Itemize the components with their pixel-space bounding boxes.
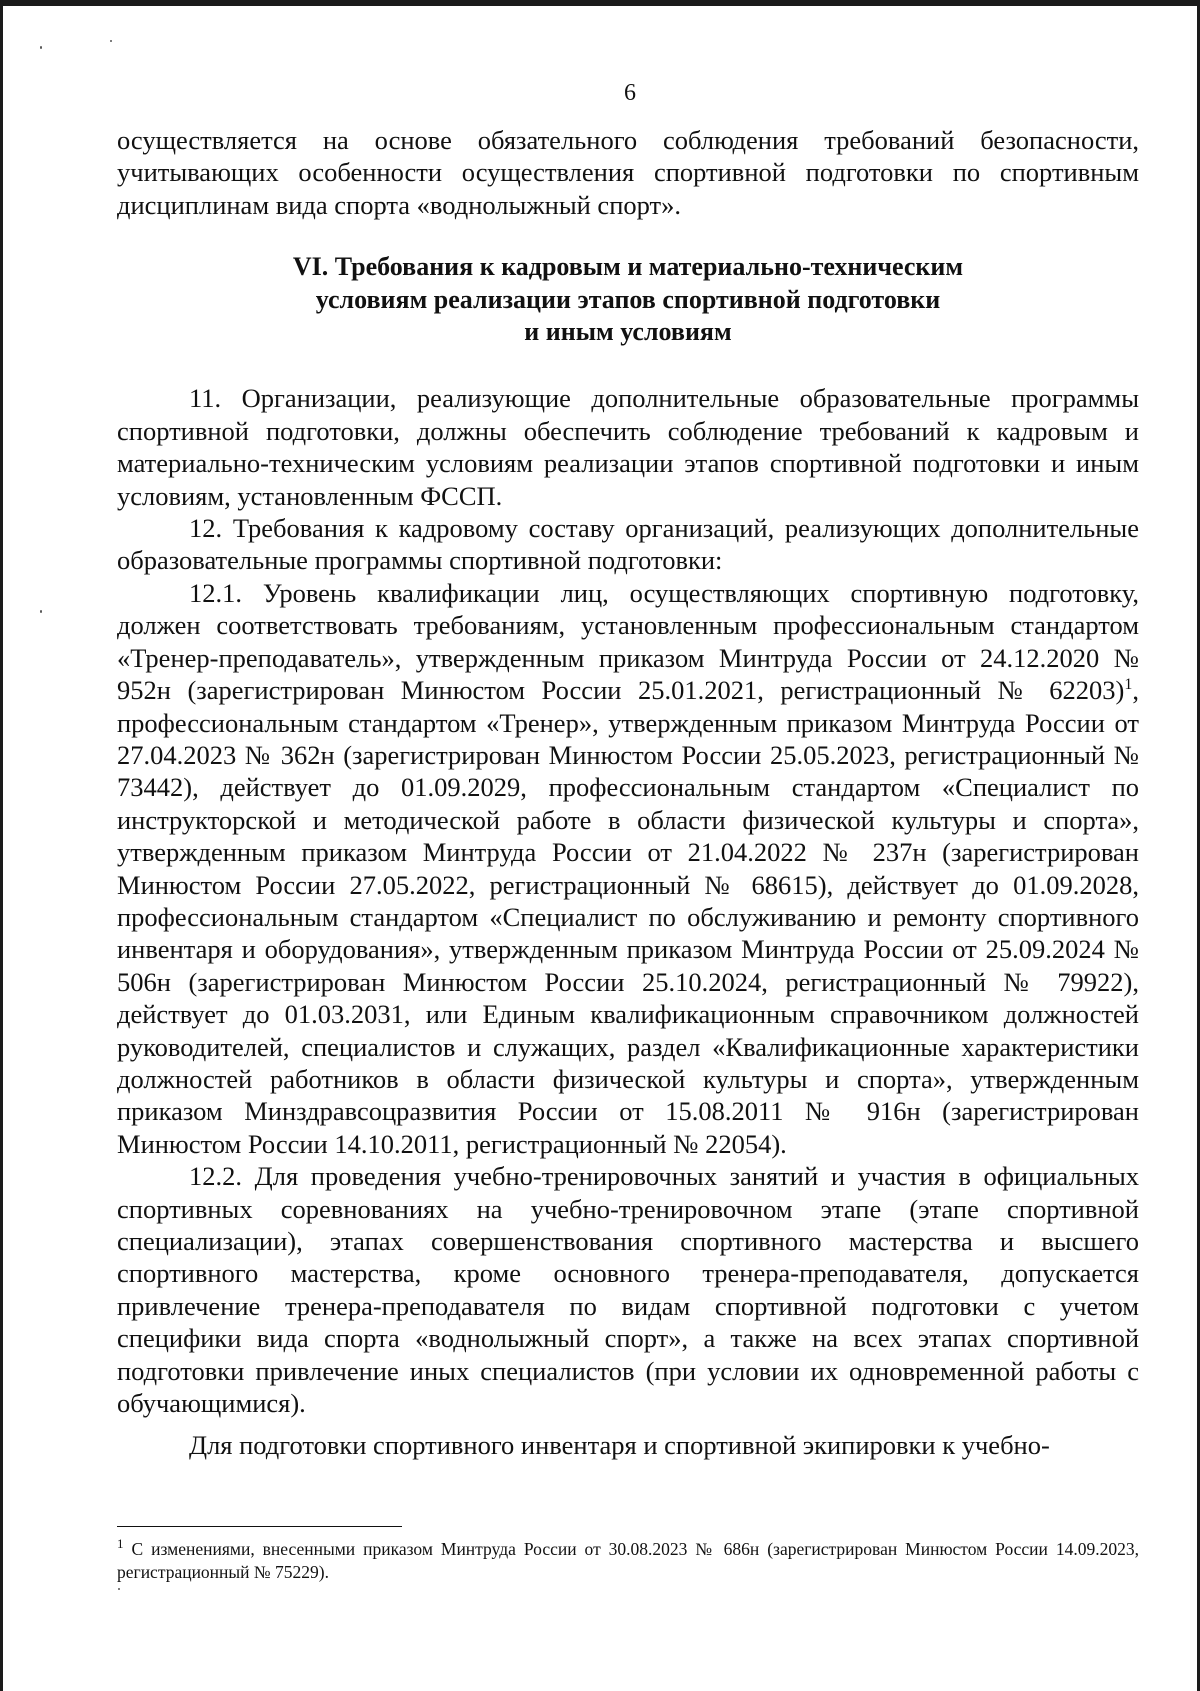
document-body	[117, 124, 1139, 1462]
paragraph-12-1-part-a: 12.1. Уровень квалификации лиц, осуществляющих спортивную подготовку, должен соответствовать требованиям, установленным профессиональным стандартом «Тренер-преподаватель», утвержденным приказом Минтруда России от 24.12.2020 № 952н (зарегистрирован Минюстом России 25.01.2021, регистрационный № 62203)	[117, 577, 1139, 706]
scan-speck	[118, 1588, 120, 1590]
paragraph-11: 11. Организации, реализующие дополнительные образовательные программы спортивной подготовки, должны обеспечить соблюдение требований к кадровым и материально-техническим условиям реализации этапов спортивной подготовки и иным условиям, установленным ФССП.	[117, 383, 1139, 511]
footnote	[117, 1538, 1139, 1584]
page-number: 6	[624, 80, 636, 106]
paragraph-12-2: 12.2. Для проведения учебно-тренировочных занятий и участия в официальных спортивных соревнованиях на учебно-тренировочном этапе (этапе спортивной специализации), этапах совершенствования спортивного мастерства и высшего спортивного мастерства, кроме основного тренера-преподавателя, допускается привлечение тренера-преподавателя по видам спортивной подготовки с учетом специфики вида спорта «воднолыжный спорт», а также на всех этапах спортивной подготовки привлечение иных специалистов (при условии их одновременной работы с обучающимися).	[117, 1161, 1139, 1419]
section-heading	[117, 251, 1139, 348]
section-heading-line: VI. Требования к кадровым и материально-техническим	[292, 252, 964, 282]
paragraph-12-1-part-b: , профессиональным стандартом «Тренер», утвержденным приказом Минтруда России от 27.04.2023 № 362н (зарегистрирован Минюстом России 25.05.2023, регистрационный № 73442), действует до 01.09.2029, профессиональным стандартом «Специалист по инструкторской и методической работе в области физической культуры и спорта», утвержденным приказом Минтруда России от 21.04.2022 № 237н (зарегистрирован Минюстом России 27.05.2022, регистрационный № 68615), действует до 01.09.2028, профессиональным стандартом «Специалист по обслуживанию и ремонту спортивного инвентаря и оборудования», утвержденным приказом Минтруда России от 25.09.2024 № 506н (зарегистрирован Минюстом России 25.10.2024, регистрационный № 79922), действует до 01.03.2031, или Единым квалификационным справочником должностей руководителей, специалистов и служащих, раздел «Квалификационные характеристики должностей работников в области физической культуры и спорта», утвержденным приказом Минздравсоцразвития России от 15.08.2011 № 916н (зарегистрирован Минюстом России 14.10.2011, регистрационный № 22054).	[117, 675, 1139, 1159]
scan-speck	[40, 46, 42, 49]
footnote-text: С изменениями, внесенными приказом Минтруда России от 30.08.2023 № 686н (зарегистрирован Минюстом России 14.09.2023, регистрационный № 75229).	[117, 1539, 1139, 1582]
footnote-separator	[117, 1526, 402, 1527]
paragraph-continuation: осуществляется на основе обязательного соблюдения требований безопасности, учитывающих особенности осуществления спортивной подготовки по спортивным дисциплинам вида спорта «воднолыжный спорт».	[117, 125, 1139, 220]
scan-speck	[110, 40, 112, 42]
section-heading-line: и иным условиям	[524, 317, 732, 347]
scan-edge-top	[0, 0, 1200, 6]
paragraph-12: 12. Требования к кадровому составу организаций, реализующих дополнительные образовательные программы спортивной подготовки:	[117, 513, 1139, 576]
footnote-reference: 1	[1124, 676, 1133, 694]
scan-edge-left	[0, 0, 3, 1691]
scan-speck	[40, 610, 42, 613]
footnote-marker: 1	[117, 1536, 124, 1552]
paragraph-last: Для подготовки спортивного инвентаря и спортивной экипировки к учебно-	[189, 1430, 1050, 1461]
paragraph-12-1	[117, 577, 1139, 1160]
section-heading-line: условиям реализации этапов спортивной подготовки	[315, 284, 941, 314]
